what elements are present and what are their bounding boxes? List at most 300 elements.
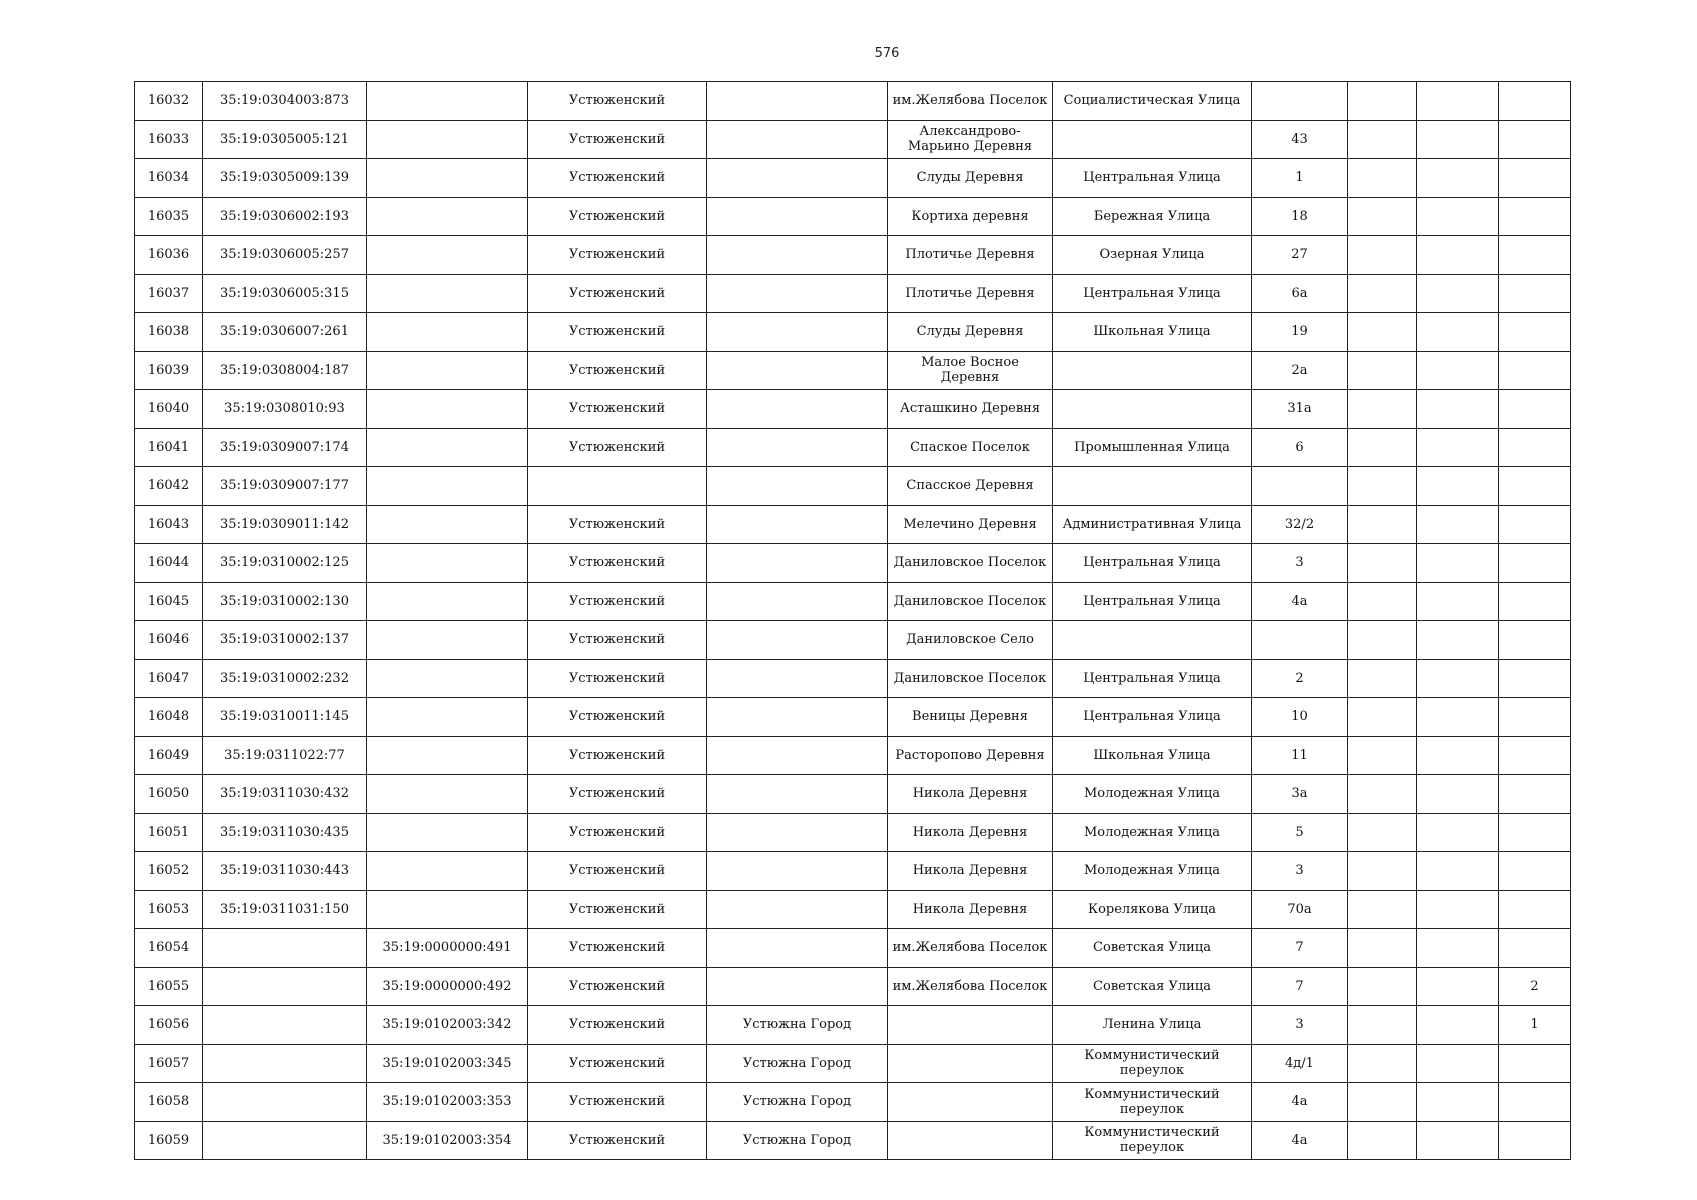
cadastral-number-alt-cell [367, 390, 528, 429]
extra-cell-1 [1348, 1083, 1417, 1122]
extra-cell-2 [1417, 1083, 1499, 1122]
extra-cell-1 [1348, 621, 1417, 660]
house-number-cell: 3 [1252, 852, 1348, 891]
extra-cell-3 [1499, 582, 1571, 621]
district-cell: Устюженский [528, 1121, 707, 1160]
street-cell: Школьная Улица [1053, 736, 1252, 775]
extra-cell-2 [1417, 852, 1499, 891]
city-cell [707, 582, 888, 621]
extra-cell-1 [1348, 967, 1417, 1006]
cadastral-number-alt-cell [367, 890, 528, 929]
extra-cell-3 [1499, 775, 1571, 814]
extra-cell-1 [1348, 197, 1417, 236]
district-cell: Устюженский [528, 813, 707, 852]
district-cell: Устюженский [528, 890, 707, 929]
extra-cell-3 [1499, 428, 1571, 467]
city-cell [707, 621, 888, 660]
house-number-cell: 11 [1252, 736, 1348, 775]
house-number-cell: 31а [1252, 390, 1348, 429]
record-number-cell: 16050 [135, 775, 203, 814]
street-cell: Молодежная Улица [1053, 852, 1252, 891]
cadastral-number-alt-cell [367, 467, 528, 506]
extra-cell-2 [1417, 890, 1499, 929]
city-cell: Устюжна Город [707, 1006, 888, 1045]
record-number-cell: 16057 [135, 1044, 203, 1083]
record-number-cell: 16038 [135, 313, 203, 352]
record-number-cell: 16058 [135, 1083, 203, 1122]
house-number-cell: 3 [1252, 1006, 1348, 1045]
cadastral-number-cell [203, 1006, 367, 1045]
settlement-cell: Асташкино Деревня [888, 390, 1053, 429]
settlement-cell: Даниловское Поселок [888, 544, 1053, 583]
district-cell: Устюженский [528, 659, 707, 698]
extra-cell-3 [1499, 82, 1571, 121]
cadastral-number-cell: 35:19:0310002:130 [203, 582, 367, 621]
house-number-cell: 5 [1252, 813, 1348, 852]
district-cell: Устюженский [528, 852, 707, 891]
city-cell: Устюжна Город [707, 1044, 888, 1083]
extra-cell-3 [1499, 505, 1571, 544]
record-number-cell: 16037 [135, 274, 203, 313]
house-number-cell: 70а [1252, 890, 1348, 929]
settlement-cell [888, 1044, 1053, 1083]
cadastral-number-cell: 35:19:0306007:261 [203, 313, 367, 352]
extra-cell-1 [1348, 236, 1417, 275]
cadastral-number-cell: 35:19:0310011:145 [203, 698, 367, 737]
cadastral-number-cell: 35:19:0309011:142 [203, 505, 367, 544]
district-cell: Устюженский [528, 775, 707, 814]
district-cell: Устюженский [528, 236, 707, 275]
record-number-cell: 16055 [135, 967, 203, 1006]
extra-cell-3 [1499, 659, 1571, 698]
city-cell: Устюжна Город [707, 1083, 888, 1122]
cadastral-number-alt-cell: 35:19:0102003:354 [367, 1121, 528, 1160]
table-row [135, 775, 1571, 814]
table-row [135, 505, 1571, 544]
record-number-cell: 16043 [135, 505, 203, 544]
table-row [135, 582, 1571, 621]
cadastral-number-alt-cell [367, 659, 528, 698]
cadastral-number-cell: 35:19:0311030:432 [203, 775, 367, 814]
extra-cell-3 [1499, 197, 1571, 236]
record-number-cell: 16059 [135, 1121, 203, 1160]
extra-cell-1 [1348, 274, 1417, 313]
cadastral-number-cell: 35:19:0310002:137 [203, 621, 367, 660]
extra-cell-2 [1417, 659, 1499, 698]
house-number-cell: 4а [1252, 1121, 1348, 1160]
district-cell: Устюженский [528, 120, 707, 159]
extra-cell-3: 1 [1499, 1006, 1571, 1045]
extra-cell-2 [1417, 582, 1499, 621]
extra-cell-3 [1499, 544, 1571, 583]
cadastral-number-cell: 35:19:0308010:93 [203, 390, 367, 429]
city-cell [707, 929, 888, 968]
extra-cell-3 [1499, 621, 1571, 660]
cadastral-number-alt-cell [367, 236, 528, 275]
extra-cell-2 [1417, 82, 1499, 121]
record-number-cell: 16052 [135, 852, 203, 891]
table-row [135, 120, 1571, 159]
cadastral-number-cell [203, 1044, 367, 1083]
cadastral-number-alt-cell [367, 428, 528, 467]
extra-cell-1 [1348, 1044, 1417, 1083]
extra-cell-1 [1348, 313, 1417, 352]
table-row [135, 621, 1571, 660]
table-row [135, 967, 1571, 1006]
record-number-cell: 16049 [135, 736, 203, 775]
street-cell: Советская Улица [1053, 929, 1252, 968]
extra-cell-2 [1417, 1121, 1499, 1160]
cadastral-number-alt-cell: 35:19:0102003:353 [367, 1083, 528, 1122]
settlement-cell: Даниловское Поселок [888, 659, 1053, 698]
extra-cell-2 [1417, 621, 1499, 660]
cadastral-number-cell: 35:19:0304003:873 [203, 82, 367, 121]
settlement-cell: Веницы Деревня [888, 698, 1053, 737]
extra-cell-1 [1348, 775, 1417, 814]
table-row [135, 1121, 1571, 1160]
extra-cell-1 [1348, 1121, 1417, 1160]
city-cell [707, 813, 888, 852]
extra-cell-2 [1417, 351, 1499, 390]
settlement-cell: Александрово-Марьино Деревня [888, 120, 1053, 159]
record-number-cell: 16056 [135, 1006, 203, 1045]
street-cell: Школьная Улица [1053, 313, 1252, 352]
settlement-cell: Мелечино Деревня [888, 505, 1053, 544]
extra-cell-3 [1499, 852, 1571, 891]
district-cell: Устюженский [528, 736, 707, 775]
house-number-cell: 2 [1252, 659, 1348, 698]
house-number-cell [1252, 82, 1348, 121]
district-cell: Устюженский [528, 698, 707, 737]
district-cell: Устюженский [528, 1044, 707, 1083]
cadastral-number-cell: 35:19:0306005:315 [203, 274, 367, 313]
table-row [135, 1006, 1571, 1045]
extra-cell-1 [1348, 1006, 1417, 1045]
settlement-cell [888, 1006, 1053, 1045]
extra-cell-3 [1499, 890, 1571, 929]
street-cell: Коммунистический переулок [1053, 1121, 1252, 1160]
house-number-cell: 2а [1252, 351, 1348, 390]
extra-cell-1 [1348, 736, 1417, 775]
street-cell: Центральная Улица [1053, 274, 1252, 313]
extra-cell-1 [1348, 544, 1417, 583]
city-cell [707, 82, 888, 121]
district-cell: Устюженский [528, 274, 707, 313]
district-cell: Устюженский [528, 428, 707, 467]
street-cell [1053, 467, 1252, 506]
extra-cell-2 [1417, 544, 1499, 583]
street-cell [1053, 621, 1252, 660]
table-row [135, 813, 1571, 852]
record-number-cell: 16048 [135, 698, 203, 737]
cadastral-number-alt-cell [367, 159, 528, 198]
extra-cell-2 [1417, 390, 1499, 429]
cadastral-number-cell [203, 1121, 367, 1160]
street-cell [1053, 120, 1252, 159]
extra-cell-2 [1417, 1044, 1499, 1083]
extra-cell-1 [1348, 929, 1417, 968]
cadastral-number-alt-cell [367, 197, 528, 236]
house-number-cell [1252, 621, 1348, 660]
extra-cell-1 [1348, 120, 1417, 159]
table-row [135, 1044, 1571, 1083]
extra-cell-2 [1417, 929, 1499, 968]
extra-cell-2 [1417, 313, 1499, 352]
cadastral-number-alt-cell: 35:19:0102003:345 [367, 1044, 528, 1083]
extra-cell-3 [1499, 274, 1571, 313]
settlement-cell: Никола Деревня [888, 813, 1053, 852]
record-number-cell: 16046 [135, 621, 203, 660]
table-row [135, 467, 1571, 506]
district-cell: Устюженский [528, 967, 707, 1006]
extra-cell-3 [1499, 390, 1571, 429]
settlement-cell: Плотичье Деревня [888, 274, 1053, 313]
extra-cell-3 [1499, 736, 1571, 775]
table-row [135, 890, 1571, 929]
street-cell: Корелякова Улица [1053, 890, 1252, 929]
street-cell: Центральная Улица [1053, 544, 1252, 583]
table-row [135, 236, 1571, 275]
extra-cell-1 [1348, 159, 1417, 198]
extra-cell-1 [1348, 582, 1417, 621]
settlement-cell: Никола Деревня [888, 775, 1053, 814]
district-cell: Устюженский [528, 197, 707, 236]
extra-cell-3 [1499, 467, 1571, 506]
street-cell: Центральная Улица [1053, 159, 1252, 198]
city-cell [707, 313, 888, 352]
cadastral-number-cell: 35:19:0308004:187 [203, 351, 367, 390]
district-cell: Устюженский [528, 505, 707, 544]
cadastral-number-cell: 35:19:0311022:77 [203, 736, 367, 775]
extra-cell-2 [1417, 505, 1499, 544]
house-number-cell: 7 [1252, 967, 1348, 1006]
cadastral-number-cell: 35:19:0311030:435 [203, 813, 367, 852]
record-number-cell: 16036 [135, 236, 203, 275]
extra-cell-3 [1499, 1083, 1571, 1122]
cadastral-number-alt-cell [367, 775, 528, 814]
extra-cell-1 [1348, 698, 1417, 737]
house-number-cell: 10 [1252, 698, 1348, 737]
cadastral-number-alt-cell [367, 505, 528, 544]
table-row [135, 736, 1571, 775]
record-number-cell: 16041 [135, 428, 203, 467]
district-cell: Устюженский [528, 929, 707, 968]
extra-cell-2 [1417, 967, 1499, 1006]
record-number-cell: 16051 [135, 813, 203, 852]
city-cell [707, 120, 888, 159]
city-cell [707, 505, 888, 544]
table-row [135, 197, 1571, 236]
record-number-cell: 16044 [135, 544, 203, 583]
district-cell: Устюженский [528, 1083, 707, 1122]
city-cell [707, 236, 888, 275]
table-row [135, 852, 1571, 891]
street-cell: Центральная Улица [1053, 582, 1252, 621]
record-number-cell: 16033 [135, 120, 203, 159]
record-number-cell: 16047 [135, 659, 203, 698]
city-cell [707, 852, 888, 891]
house-number-cell: 3а [1252, 775, 1348, 814]
extra-cell-1 [1348, 813, 1417, 852]
city-cell: Устюжна Город [707, 1121, 888, 1160]
street-cell: Центральная Улица [1053, 698, 1252, 737]
house-number-cell: 6а [1252, 274, 1348, 313]
extra-cell-3 [1499, 236, 1571, 275]
cadastral-number-alt-cell [367, 736, 528, 775]
settlement-cell: Кортиха деревня [888, 197, 1053, 236]
city-cell [707, 428, 888, 467]
house-number-cell: 43 [1252, 120, 1348, 159]
cadastral-number-cell: 35:19:0306005:257 [203, 236, 367, 275]
house-number-cell: 3 [1252, 544, 1348, 583]
cadastral-number-alt-cell [367, 582, 528, 621]
cadastral-number-alt-cell [367, 274, 528, 313]
extra-cell-3 [1499, 159, 1571, 198]
extra-cell-1 [1348, 82, 1417, 121]
extra-cell-2 [1417, 197, 1499, 236]
street-cell: Молодежная Улица [1053, 813, 1252, 852]
city-cell [707, 698, 888, 737]
extra-cell-2 [1417, 428, 1499, 467]
table-row [135, 1083, 1571, 1122]
cadastral-number-cell: 35:19:0311031:150 [203, 890, 367, 929]
table-row [135, 351, 1571, 390]
settlement-cell: Никола Деревня [888, 890, 1053, 929]
record-number-cell: 16032 [135, 82, 203, 121]
cadastral-number-alt-cell [367, 813, 528, 852]
cadastral-number-alt-cell [367, 621, 528, 660]
city-cell [707, 890, 888, 929]
cadastral-number-cell: 35:19:0309007:174 [203, 428, 367, 467]
extra-cell-2 [1417, 467, 1499, 506]
extra-cell-2 [1417, 159, 1499, 198]
table-row [135, 428, 1571, 467]
cadastral-number-cell [203, 929, 367, 968]
cadastral-number-cell: 35:19:0310002:232 [203, 659, 367, 698]
table-row [135, 544, 1571, 583]
house-number-cell: 6 [1252, 428, 1348, 467]
street-cell: Административная Улица [1053, 505, 1252, 544]
cadastral-number-alt-cell [367, 852, 528, 891]
district-cell: Устюженский [528, 544, 707, 583]
cadastral-number-cell: 35:19:0309007:177 [203, 467, 367, 506]
extra-cell-1 [1348, 351, 1417, 390]
extra-cell-2 [1417, 236, 1499, 275]
city-cell [707, 197, 888, 236]
extra-cell-1 [1348, 659, 1417, 698]
extra-cell-3 [1499, 698, 1571, 737]
district-cell: Устюженский [528, 82, 707, 121]
record-number-cell: 16053 [135, 890, 203, 929]
record-number-cell: 16040 [135, 390, 203, 429]
street-cell: Коммунистический переулок [1053, 1083, 1252, 1122]
street-cell: Ленина Улица [1053, 1006, 1252, 1045]
house-number-cell: 1 [1252, 159, 1348, 198]
street-cell: Промышленная Улица [1053, 428, 1252, 467]
extra-cell-2 [1417, 120, 1499, 159]
table-row [135, 698, 1571, 737]
city-cell [707, 736, 888, 775]
settlement-cell: Спаское Поселок [888, 428, 1053, 467]
record-number-cell: 16034 [135, 159, 203, 198]
street-cell [1053, 390, 1252, 429]
street-cell: Центральная Улица [1053, 659, 1252, 698]
record-number-cell: 16035 [135, 197, 203, 236]
extra-cell-3 [1499, 929, 1571, 968]
house-number-cell: 7 [1252, 929, 1348, 968]
city-cell [707, 274, 888, 313]
settlement-cell: Слуды Деревня [888, 313, 1053, 352]
extra-cell-1 [1348, 390, 1417, 429]
settlement-cell: им.Желябова Поселок [888, 967, 1053, 1006]
house-number-cell: 32/2 [1252, 505, 1348, 544]
extra-cell-1 [1348, 890, 1417, 929]
registry-table-body [135, 82, 1571, 1160]
extra-cell-3: 2 [1499, 967, 1571, 1006]
street-cell: Социалистическая Улица [1053, 82, 1252, 121]
street-cell: Бережная Улица [1053, 197, 1252, 236]
street-cell: Коммунистический переулок [1053, 1044, 1252, 1083]
cadastral-number-alt-cell [367, 351, 528, 390]
city-cell [707, 467, 888, 506]
record-number-cell: 16054 [135, 929, 203, 968]
cadastral-number-alt-cell [367, 313, 528, 352]
cadastral-number-cell: 35:19:0305009:139 [203, 159, 367, 198]
cadastral-number-cell [203, 967, 367, 1006]
page-number: 576 [874, 46, 900, 61]
extra-cell-3 [1499, 351, 1571, 390]
settlement-cell: Малое Восное Деревня [888, 351, 1053, 390]
city-cell [707, 775, 888, 814]
street-cell: Советская Улица [1053, 967, 1252, 1006]
cadastral-number-cell: 35:19:0305005:121 [203, 120, 367, 159]
city-cell [707, 390, 888, 429]
cadastral-number-cell: 35:19:0306002:193 [203, 197, 367, 236]
settlement-cell: Даниловское Поселок [888, 582, 1053, 621]
extra-cell-3 [1499, 813, 1571, 852]
settlement-cell: им.Желябова Поселок [888, 929, 1053, 968]
district-cell [528, 467, 707, 506]
district-cell: Устюженский [528, 1006, 707, 1045]
cadastral-number-alt-cell: 35:19:0000000:491 [367, 929, 528, 968]
street-cell [1053, 351, 1252, 390]
city-cell [707, 159, 888, 198]
district-cell: Устюженский [528, 621, 707, 660]
cadastral-number-alt-cell: 35:19:0000000:492 [367, 967, 528, 1006]
cadastral-number-alt-cell: 35:19:0102003:342 [367, 1006, 528, 1045]
street-cell: Озерная Улица [1053, 236, 1252, 275]
extra-cell-2 [1417, 775, 1499, 814]
house-number-cell: 19 [1252, 313, 1348, 352]
table-row [135, 313, 1571, 352]
city-cell [707, 967, 888, 1006]
table-row [135, 659, 1571, 698]
extra-cell-2 [1417, 1006, 1499, 1045]
street-cell: Молодежная Улица [1053, 775, 1252, 814]
table-row [135, 929, 1571, 968]
city-cell [707, 659, 888, 698]
settlement-cell: Даниловское Село [888, 621, 1053, 660]
district-cell: Устюженский [528, 313, 707, 352]
house-number-cell: 4д/1 [1252, 1044, 1348, 1083]
table-row [135, 274, 1571, 313]
extra-cell-3 [1499, 1121, 1571, 1160]
cadastral-number-cell: 35:19:0310002:125 [203, 544, 367, 583]
cadastral-number-alt-cell [367, 120, 528, 159]
extra-cell-2 [1417, 274, 1499, 313]
extra-cell-3 [1499, 313, 1571, 352]
settlement-cell: им.Желябова Поселок [888, 82, 1053, 121]
